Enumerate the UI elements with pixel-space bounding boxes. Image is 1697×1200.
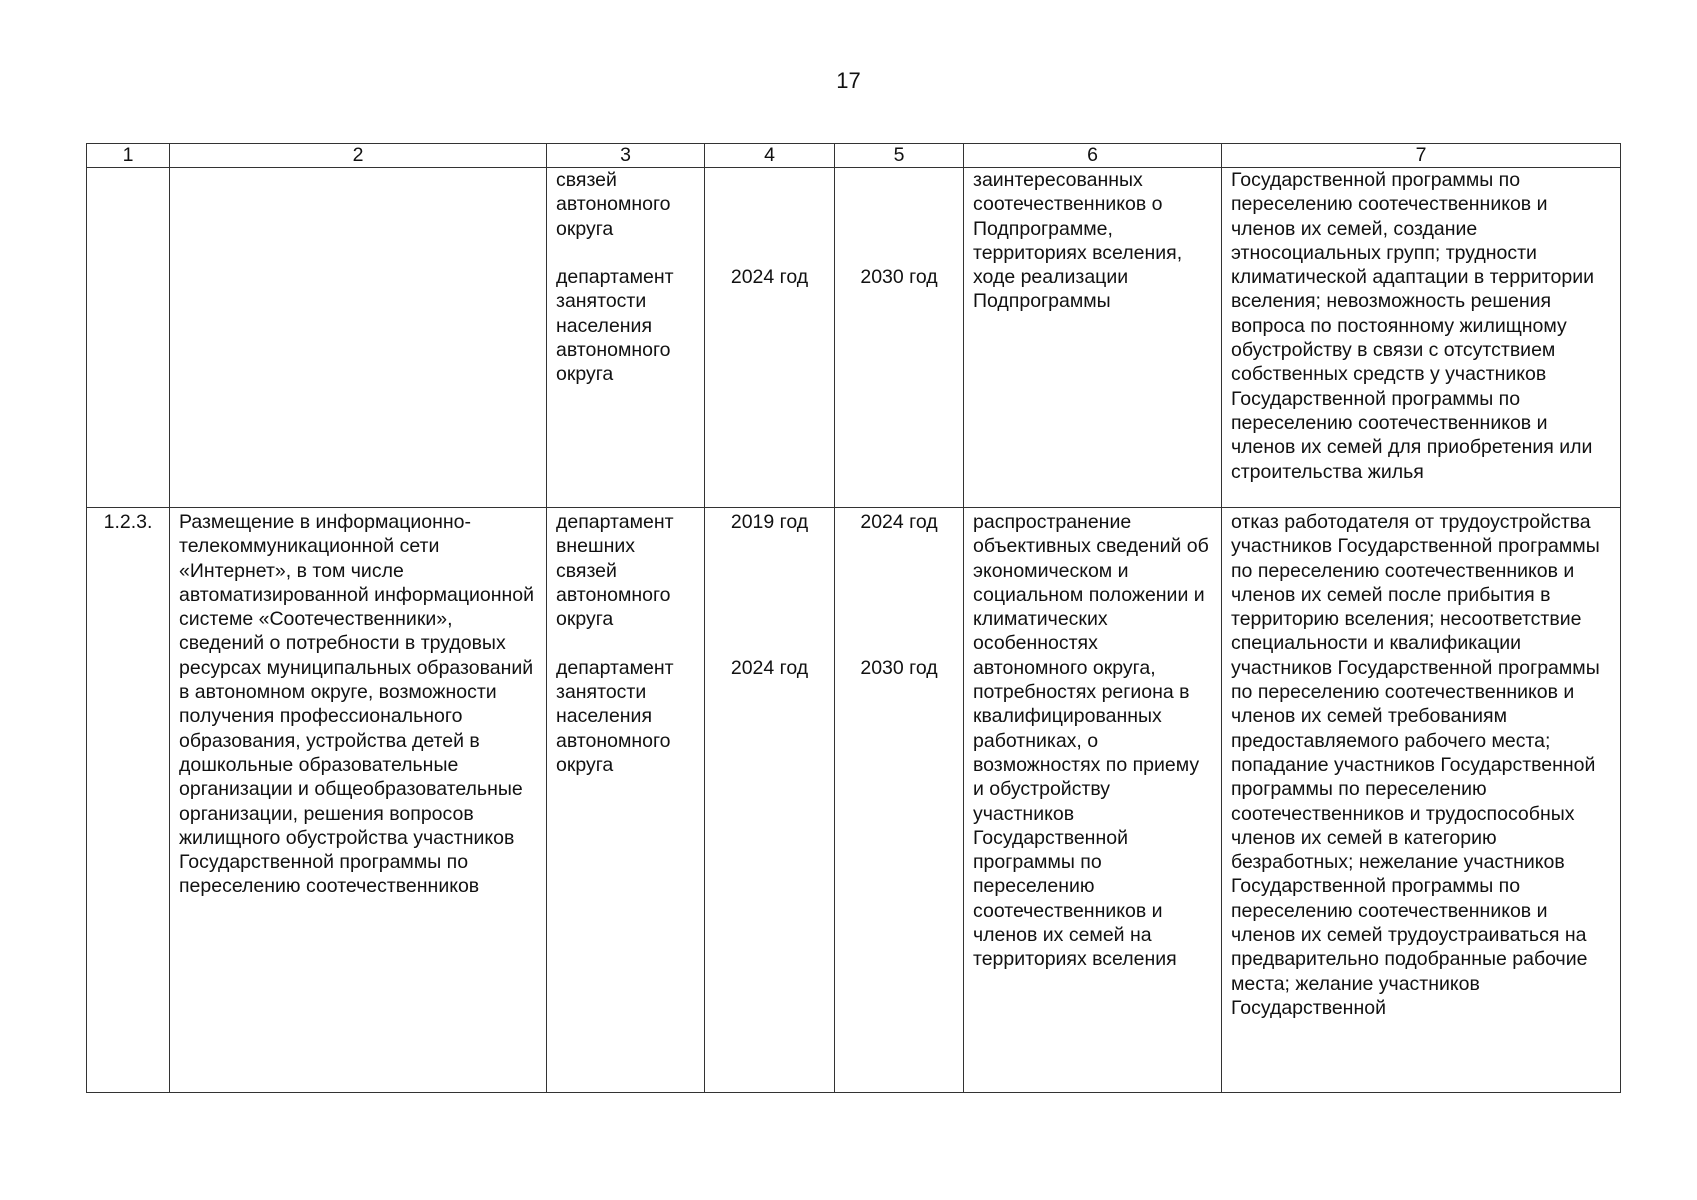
- program-table: [86, 143, 1621, 1093]
- column-header-4: 4: [705, 144, 835, 168]
- table-row: [87, 508, 1621, 1093]
- column-header-6: 6: [964, 144, 1222, 168]
- start-year-cell: [705, 168, 835, 508]
- expected-result-cell: заинтересованных соотечественников о Подпрограмме, территориях вселения, ходе реализации Подпрограммы: [964, 168, 1222, 508]
- column-header-1: 1: [87, 144, 170, 168]
- table-header-row: [87, 144, 1621, 168]
- expected-result-cell: распространение объективных сведений об экономическом и социальном положении и климатических особенностях автономного округа, потребностях региона в квалифицированных работниках, о возможностях по приему и обустройству участников Государственной программы по переселению соотечественников и членов их семей на территориях вселения: [964, 508, 1222, 1093]
- page-number: 17: [836, 68, 861, 93]
- executor-text: связей автономного округа департамент занятости населения автономного округа: [556, 169, 674, 386]
- row-number-cell: 1.2.3.: [87, 508, 170, 1093]
- risks-cell: отказ работодателя от трудоустройства участников Государственной программы по переселению соотечественников и членов их семей после прибытия в территорию вселения; несоответствие специальности и квалификации участников Государственной программы по переселению соотечественников и членов их семей требованиям предоставляемого рабочего места; попадание участников Государственной программы по переселению соотечественников и трудоспособных членов их семей в категорию безработных; нежелание участников Государственной программы по переселению соотечественников и членов их семей трудоустраиваться на предварительно подобранные рабочие места; желание участников Государственной: [1222, 508, 1621, 1093]
- column-header-5: 5: [835, 144, 964, 168]
- column-header-3: 3: [547, 144, 705, 168]
- measure-name-cell: [170, 168, 547, 508]
- executor-text: департамент внешних связей автономного округа департамент занятости населения автономного округа: [556, 511, 674, 776]
- end-year-cell: [835, 508, 964, 1093]
- table-row: [87, 168, 1621, 508]
- start-year-text: 2024 год: [730, 266, 809, 289]
- executor-cell: [547, 168, 705, 508]
- risks-cell: Государственной программы по переселению соотечественников и членов их семей, создание этносоциальных групп; трудности климатической адаптации в территории вселения; невозможность решения вопроса по постоянному жилищному обустройству в связи с отсутствием собственных средств у участников Государственной программы по переселению соотечественников и членов их семей для приобретения или строительства жилья: [1222, 168, 1621, 508]
- start-year-text: 2019 год 2024 год: [730, 511, 809, 679]
- executor-cell: [547, 508, 705, 1093]
- end-year-cell: [835, 168, 964, 508]
- start-year-cell: [705, 508, 835, 1093]
- column-header-2: 2: [170, 144, 547, 168]
- column-header-7: 7: [1222, 144, 1621, 168]
- row-number-cell: [87, 168, 170, 508]
- end-year-text: 2030 год: [860, 266, 938, 289]
- end-year-text: 2024 год 2030 год: [860, 511, 938, 679]
- measure-name-cell: Размещение в информационно-телекоммуникационной сети «Интернет», в том числе автоматизированной информационной системе «Соотечественники», сведений о потребности в трудовых ресурсах муниципальных образований в автономном округе, возможности получения профессионального образования, устройства детей в дошкольные образовательные организации и общеобразовательные организации, решения вопросов жилищного обустройства участников Государственной программы по переселению соотечественников: [170, 508, 547, 1093]
